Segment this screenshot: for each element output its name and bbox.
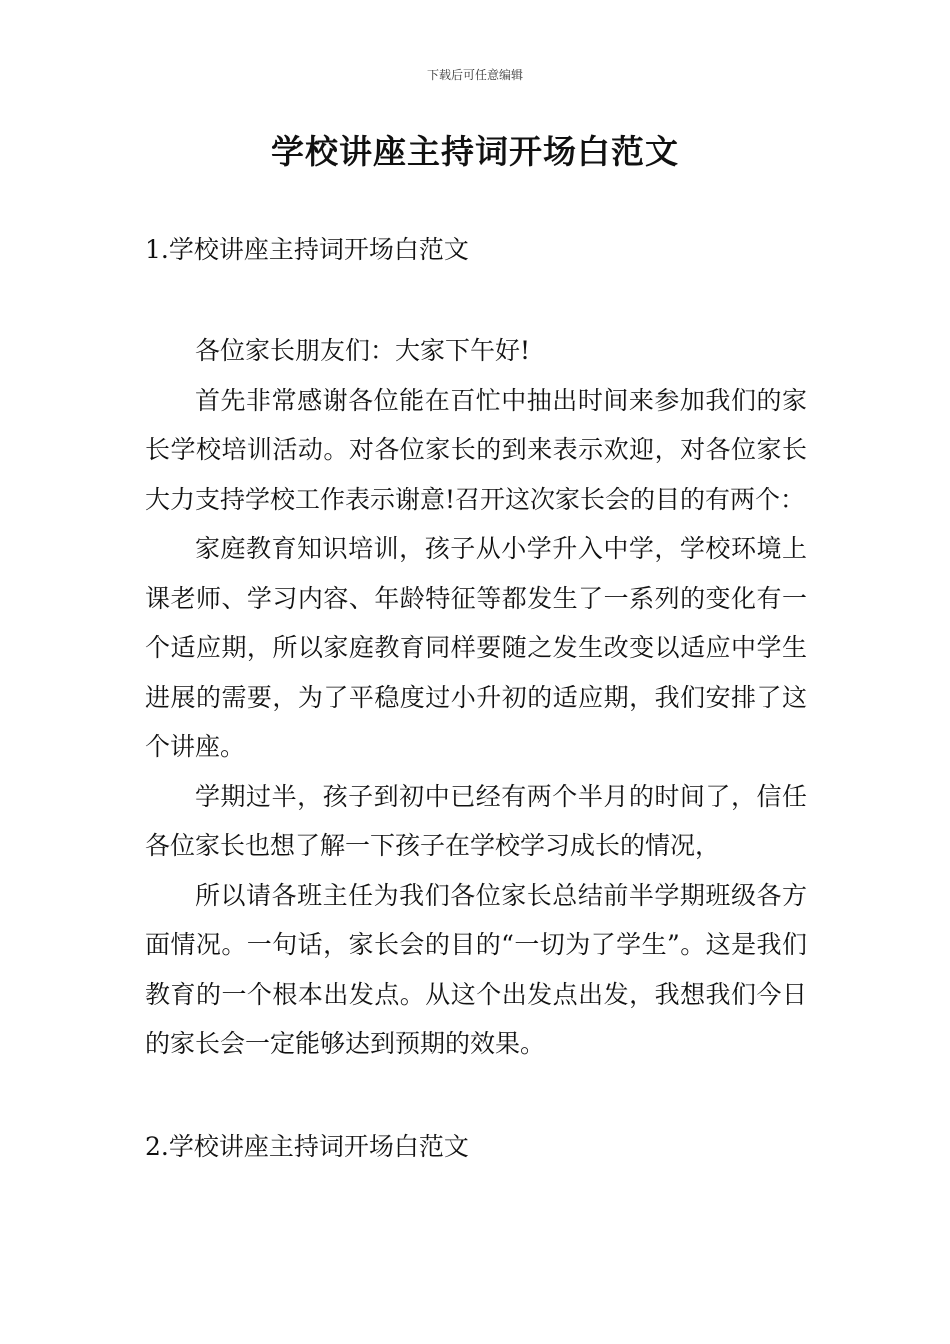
section-body-1: [145, 326, 807, 1069]
paragraph-thanks: 首先非常感谢各位能在百忙中抽出时间来参加我们的家长学校培训活动。对各位家长的到来表示欢迎，对各位家长大力支持学校工作表示谢意!召开这次家长会的目的有两个：: [145, 385, 807, 514]
header-note: 下载后可任意编辑: [426, 68, 523, 82]
paragraph-training: 家庭教育知识培训，孩子从小学升入中学，学校环境上课老师、学习内容、年龄特征等都发生了一系列的变化有一个适应期，所以家庭教育同样要随之发生改变以适应中学生进展的需要，为了平稳度过小升初的适应期，我们安排了这个讲座。: [145, 534, 807, 761]
paragraph-greeting: 各位家长朋友们：大家下午好!: [195, 336, 531, 365]
paragraph-purpose: 所以请各班主任为我们各位家长总结前半学期班级各方面情况。一句话，家长会的目的“一切为了学生”。这是我们教育的一个根本出发点。从这个出发点出发，我想我们今日的家长会一定能够达到预期的效果。: [145, 880, 807, 1058]
section-heading-2: 2.学校讲座主持词开场白范文: [145, 1132, 469, 1161]
document-title: 学校讲座主持词开场白范文: [271, 132, 679, 171]
paragraph-semester: 学期过半，孩子到初中已经有两个半月的时间了，信任各位家长也想了解一下孩子在学校学习成长的情况，: [145, 781, 807, 860]
section-heading-1: 1.学校讲座主持词开场白范文: [145, 235, 469, 264]
